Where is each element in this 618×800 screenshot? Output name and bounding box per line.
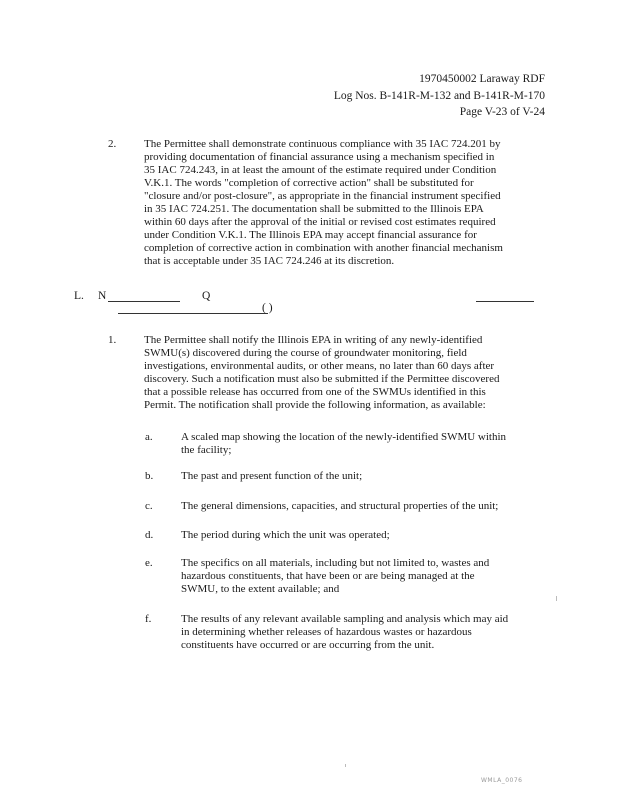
subitem-letter: e. — [145, 557, 153, 569]
paragraph-line: A scaled map showing the location of the newly-identified SWMU within — [181, 431, 507, 443]
paragraph-line: in 35 IAC 724.251. The documentation shall be submitted to the Illinois EPA — [144, 203, 484, 215]
paragraph-line: 35 IAC 724.243, in at least the amount of the estimate required under Condition — [144, 164, 497, 176]
paragraph-line: Permit. The notification shall provide the following information, as available: — [144, 399, 486, 411]
paragraph-line: under Condition V.K.1. The Illinois EPA may accept financial assurance for — [144, 229, 477, 241]
paragraph-line: The past and present function of the unit; — [181, 470, 363, 482]
header-site-line: 1970450002 Laraway RDF — [419, 73, 545, 85]
paragraph-line: that a possible release has occurred from one of the SWMUs identified in this — [144, 386, 486, 398]
scan-speck — [345, 764, 346, 767]
subitem-letter: c. — [145, 500, 153, 512]
subitem-letter: d. — [145, 529, 154, 541]
paragraph-line: The specifics on all materials, including but not limited to, wastes and — [181, 557, 490, 569]
paragraph-line: The Permittee shall notify the Illinois EPA in writing of any newly-identified — [144, 334, 483, 346]
subitem-text — [181, 613, 508, 652]
bates-stamp: WMLA_0076 — [481, 777, 523, 784]
paragraph-line: in determining whether releases of hazardous wastes or hazardous — [181, 626, 472, 638]
subitem-text — [181, 500, 498, 513]
paragraph-line: The Permittee shall demonstrate continuous compliance with 35 IAC 724.201 by — [144, 138, 501, 150]
item-2-paragraph — [144, 138, 503, 268]
paragraph-line: discovery. Such a notification must also be submitted if the Permittee discovered — [144, 373, 500, 385]
paragraph-line: The period during which the unit was operated; — [181, 529, 390, 541]
paragraph-line: the facility; — [181, 444, 232, 456]
paragraph-line: that is acceptable under 35 IAC 724.246 at its discretion. — [144, 255, 395, 267]
section-l-title-mid: Q — [202, 290, 211, 302]
paragraph-line: investigations, environmental audits, or other means, no later than 60 days after — [144, 360, 495, 372]
subitem-text — [181, 431, 506, 457]
paragraph-line: The results of any relevant available sampling and analysis which may aid — [181, 613, 509, 625]
paragraph-line: SWMU(s) discovered during the course of groundwater monitoring, field — [144, 347, 467, 359]
paragraph-line: "closure and/or post-closure", as appropriate in the financial instrument specified — [144, 190, 501, 202]
paragraph-line: V.K.1. The words "completion of corrective action" shall be substituted for — [144, 177, 474, 189]
section-l-parenthesis: ( ) — [262, 302, 273, 314]
section-l-letter: L. — [74, 290, 84, 302]
paragraph-line: SWMU, to the extent available; and — [181, 583, 340, 595]
subitem-letter: b. — [145, 470, 154, 482]
section-l-title-start: N — [98, 290, 107, 302]
item-2-number: 2. — [108, 138, 117, 150]
section-l-underline-3 — [118, 313, 268, 314]
paragraph-line: hazardous constituents, that have been or are being managed at the — [181, 570, 475, 582]
item-1-paragraph — [144, 334, 499, 412]
scan-speck — [556, 596, 557, 601]
item-1-number: 1. — [108, 334, 117, 346]
subitem-text — [181, 529, 390, 542]
subitem-text — [181, 557, 489, 596]
paragraph-line: within 60 days after the approval of the initial or revised cost estimates required — [144, 216, 496, 228]
header-log-numbers: Log Nos. B-141R-M-132 and B-141R-M-170 — [333, 90, 545, 102]
subitem-letter: a. — [145, 431, 153, 443]
section-l-underline-1 — [108, 301, 180, 302]
subitem-text — [181, 470, 362, 483]
paragraph-line: The general dimensions, capacities, and structural properties of the unit; — [181, 500, 499, 512]
paragraph-line: providing documentation of financial assurance using a mechanism specified in — [144, 151, 495, 163]
section-l-underline-2 — [476, 301, 534, 302]
subitem-letter: f. — [145, 613, 152, 625]
paragraph-line: constituents have occurred or are occurring from the unit. — [181, 639, 435, 651]
paragraph-line: completion of corrective action in combination with another financial mechanism — [144, 242, 503, 254]
header-page-number: Page V-23 of V-24 — [459, 106, 545, 118]
